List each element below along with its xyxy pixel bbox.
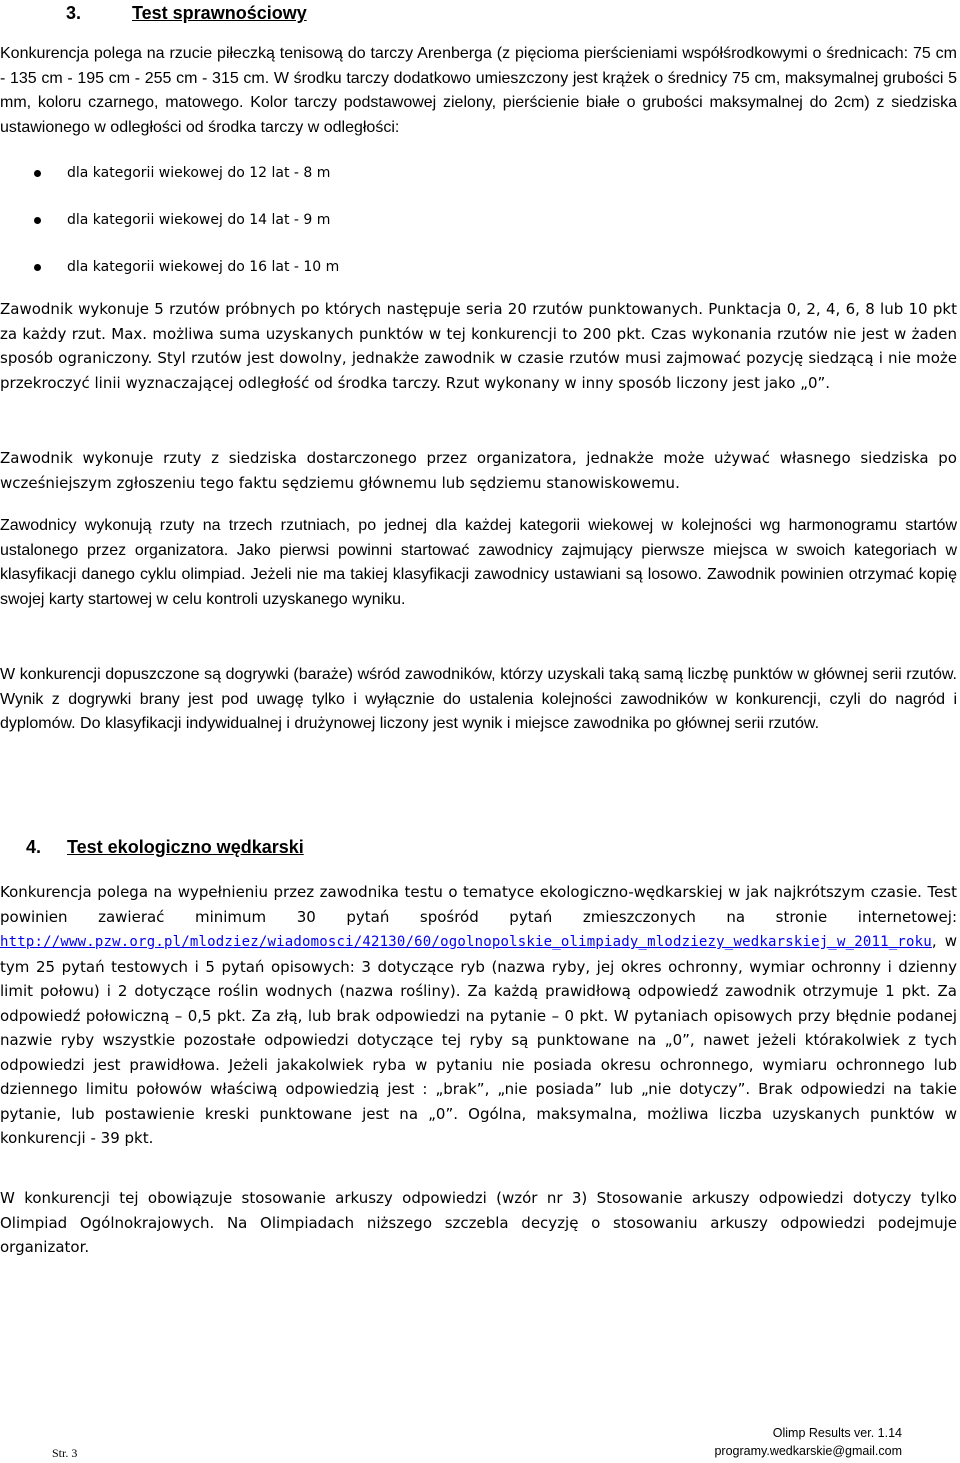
rules-paragraph: Zawodnik wykonuje 5 rzutów próbnych po których następuje seria 20 rzutów punktowanych. Punktacja 0, 2, 4, 6, 8 lub 10 pkt za każdy rzut. Max. możliwa suma uzyskanych punktów w tej konkurencji to 200 pkt. Czas wykonania rzutów nie jest w żaden sposób ograniczony. Styl rzutów jest dowolny, jednakże zawodnik w czasie rzutów musi zajmować pozycję siedzącą i nie może przekroczyć linii wyznaczającej odległość od środka tarczy. Rzut wykonany w inny sposób liczony jest jako „0”. xyxy=(0,300,957,392)
section-4-intro xyxy=(0,880,957,1151)
page-number: Str. 3 xyxy=(52,1446,78,1460)
footer-info xyxy=(714,1424,902,1460)
section-4-intro-text: Konkurencja polega na wypełnieniu przez zawodnika testu o tematyce ekologiczno-wędkarskiej w jak najkrótszym czasie. Test powinien zawierać minimum 30 pytań spośród pytań zmieszczonych na stronie internetowej: xyxy=(0,883,957,926)
list-item-text: dla kategorii wiekowej do 16 lat - 10 m xyxy=(67,259,340,275)
order-paragraph: Zawodnicy wykonują rzuty na trzech rzutniach, po jednej dla każdej kategorii wiekowej w kolejności wg harmonogramu startów ustalonego przez organizatora. Jako pierwsi powinni startować zawodnicy zajmujący pierwsze miejsca w swoich kategoriach w klasyfikacji danego cyklu olimpiad. Jeżeli nie ma takiej klasyfikacji zawodnicy ustawiani są losowo. Zawodnik powinien otrzymać kopię swojej karty startowej w celu kontroli uzyskanego wyniku. xyxy=(0,517,957,608)
section-3-number: 3. xyxy=(66,3,82,23)
list-item-text: dla kategorii wiekowej do 12 lat - 8 m xyxy=(67,165,331,181)
distance-list xyxy=(0,158,700,299)
section-3-heading xyxy=(66,2,307,24)
footer-email: programy.wedkarskie@gmail.com xyxy=(714,1444,902,1458)
footer-version: Olimp Results ver. 1.14 xyxy=(772,1426,902,1440)
answer-sheets-paragraph: W konkurencji tej obowiązuje stosowanie arkuszy odpowiedzi (wzór nr 3) Stosowanie arkuszy odpowiedzi dotyczy tylko Olimpiad Ogólnokrajowych. Na Olimpiadach niższego szczebla decyzję o stosowaniu arkuszy odpowiedzi podejmuje organizator. xyxy=(0,1189,957,1256)
tiebreak-paragraph: W konkurencji dopuszczone są dogrywki (baraże) wśród zawodników, którzy uzyskali taką samą liczbę punktów w głównej serii rzutów. Wynik z dogrywki brany jest pod uwagę tylko i wyłącznie do ustalenia kolejności zawodników w konkurencji, czyli do nagród i dyplomów. Do klasyfikacji indywidualnej i drużynowej liczony jest wynik i miejsce zawodnika po głównej serii rzutów. xyxy=(0,666,957,732)
list-item xyxy=(0,252,700,299)
list-item xyxy=(0,205,700,252)
bullet-icon xyxy=(34,170,41,177)
section-3-intro: Konkurencja polega na rzucie piłeczką tenisową do tarczy Arenberga (z pięcioma pierścieniami współśrodkowymi o średnicach: 75 cm - 135 cm - 195 cm - 255 cm - 315 cm. W środku tarczy dodatkowo umieszczony jest krążek o średnicy 75 cm, maksymalnej grubości 5 mm, koloru czarnego, matowego. Kolor tarczy podstawowej zielony, pierścienie białe o grubości maksymalnej do 2cm) z siedziska ustawionego w odległości od środka tarczy w odległości: xyxy=(0,45,957,136)
list-item-text: dla kategorii wiekowej do 14 lat - 9 m xyxy=(67,212,331,228)
section-4-heading xyxy=(26,836,304,858)
bullet-icon xyxy=(34,217,41,224)
section-4-number: 4. xyxy=(26,837,42,857)
section-4-intro-continued: , w tym 25 pytań testowych i 5 pytań opisowych: 3 dotyczące ryb (nazwa ryby, jej okres ochronny, wymiar ochronny i dzienny limit połowu) i 2 dotyczące roślin wodnych (nazwa rośliny). Za każdą prawidłową odpowiedź zawodnik otrzymuje 1 pkt. Za odpowiedź połowiczną – 0,5 pkt. Za złą, lub brak odpowiedzi na pytanie – 0 pkt. W pytaniach opisowych przy błędnie podanej nazwie ryby wszystkie pozostałe odpowiedzi dotyczące tej ryby są punktowane na „0”, nawet jeżeli którakolwiek z tych odpowiedzi jest prawidłowa. Jeżeli jakakolwiek ryba w pytaniu nie posiada okresu ochronnego, wymiaru ochronnego lub dziennego limitu połowów właściwą odpowiedzią jest : „brak”, „nie posiada” lub „nie dotyczy”. Brak odpowiedzi na takie pytanie, lub postawienie kreski punktowane jest na „0”. Ogólna, maksymalna, możliwa liczba uzyskanych punktów w konkurencji - 39 pkt. xyxy=(0,932,957,1147)
olympiad-questions-link[interactable]: http://www.pzw.org.pl/mlodziez/wiadomosci/42130/60/ogolnopolskie_olimpiady_mlodziezy_wedkarskiej_w_2011_roku xyxy=(0,934,932,950)
list-item xyxy=(0,158,700,205)
bullet-icon xyxy=(34,264,41,271)
seat-paragraph: Zawodnik wykonuje rzuty z siedziska dostarczonego przez organizatora, jednakże może używać własnego siedziska po wcześniejszym zgłoszeniu tego faktu sędziemu głównemu lub sędziemu stanowiskowemu. xyxy=(0,449,957,492)
section-4-title: Test ekologiczno wędkarski xyxy=(67,837,304,857)
section-3-title: Test sprawnościowy xyxy=(132,3,307,23)
